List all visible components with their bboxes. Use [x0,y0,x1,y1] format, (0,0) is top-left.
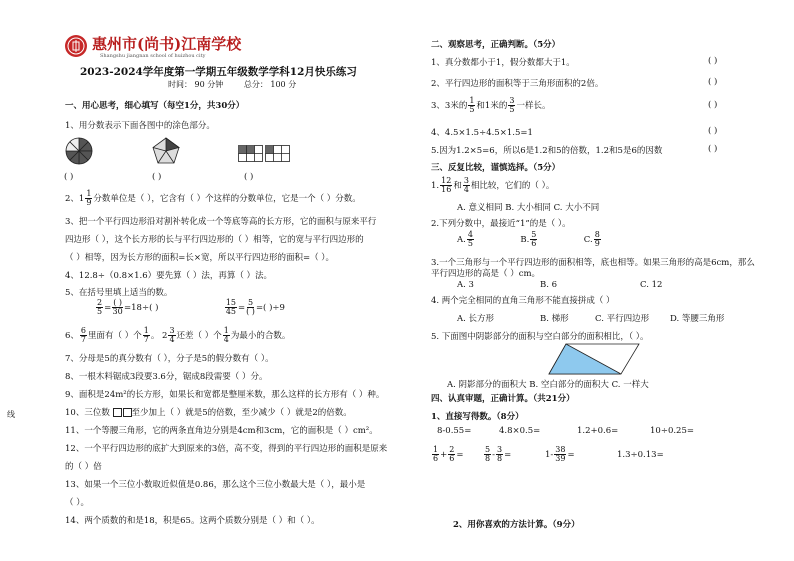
q5-frac-b-den: 30 [112,307,123,316]
q6-frac-2-num: 1 [143,326,149,335]
s4-r2-c4: 1.3÷0.13= [617,450,664,460]
q11-text: 11、一个等腰三角形，它的两条直角边分别是4cm和3cm，它的面积是（ ）cm²。 [65,426,378,436]
s4-sub-2: 2、用你喜欢的方法计算。（9分） [453,520,580,530]
s3-q2-b-den: 6 [531,239,537,248]
s3-q2-options [457,231,602,248]
q5-frac-a-num: 2 [97,298,103,307]
s2-q3-frac-2 [508,97,515,114]
q1-pentagon-figure [152,137,180,165]
s4-r1-c3: 1.2+0.6= [577,426,619,436]
q1-circle-sectors [66,138,92,164]
s3-q2-option-a[interactable] [457,230,475,248]
s3-q2-a-den: 5 [467,239,473,248]
q2-frac-num: 1 [86,189,92,198]
q6-prefix: 6、 [65,331,79,341]
s2-item-2: 2、平行四边形的面积等于三角形面积的2倍。 [431,79,604,89]
q1-blank-3[interactable]: ( ) [244,172,254,182]
s2-item-5: 5.因为1.2×5=6，所以6是1.2和5的倍数，1.2和5是6的因数 [431,146,663,156]
s4-r2-c2-frac-1 [484,446,491,463]
s4-r2-c3-frac [554,446,566,463]
s3-q2-opt-b-label: B. [520,235,530,245]
s3-q1-and: 和 [453,181,462,191]
q10-text [65,406,352,418]
s4-r2-c1-op: + [440,450,448,460]
s4-r2-c3-n: 38 [555,445,566,454]
q6-part-b: 里面有（ ）个 [88,331,142,341]
q6-frac-3 [168,327,175,344]
s4-r2-c1-frac-2 [448,446,455,463]
q2-fraction [85,190,92,207]
s4-r2-c3 [545,446,575,463]
q3-line-3: （ ）相等，因为长方形的面积=长×宽，所以平行四边形的面积=（ ）。 [65,253,335,263]
q3-line-2: 四边形（ ），这个长方形的长与平行四边形的（ ）相等，它的宽与平行四边形的 [65,235,364,245]
score-label: 总分： [243,80,268,89]
q5-frac-d-den: 45 [225,307,237,316]
s4-r2-c2-frac-2 [496,446,503,463]
s3-q1-frac-1 [440,177,452,194]
q6-frac-4-den: 4 [223,335,229,344]
s4-r2-c1 [431,446,463,463]
s3-q1-rest: 相比较，它们的（ ）。 [470,181,555,191]
q6-frac-1 [80,327,87,344]
section-2-title: 二、观察思考，正确判断。（5分） [431,40,561,50]
s4-r2-c2 [483,446,511,463]
s4-r1-c2: 4.8×0.5= [499,426,541,436]
q9-text: 9、面积是24m²的长方形，如果长和宽都是整厘米数，那么这样的长方形有（ ）种。 [65,390,385,400]
time-value: 90 分钟 [194,80,224,89]
section-1-title: 一、用心思考，细心填写（每空1分，共30分） [65,101,245,111]
s4-r2-c3-eq: = [567,450,575,460]
s3-q1-options[interactable]: A. 意义相同 B. 大小相同 C. 大小不同 [457,203,600,213]
s4-r2-c2-op: - [492,450,495,460]
s3-q4-option-d[interactable]: D. 等腰三角形 [670,314,725,324]
s2-blank-2[interactable]: ( ) [708,77,718,87]
q10-box-2[interactable] [123,408,132,417]
q5-expr-f: =( )÷9 [255,303,285,313]
s3-q4-text: 4. 两个完全相同的直角三角形不能直接拼成（ ） [431,296,615,306]
s2-blank-3[interactable]: ( ) [708,100,718,110]
q10-rest: 至少加上（ ）就是5的倍数，至少减少（ ）就是2的倍数。 [131,408,352,418]
s2-q3-frac-1-num: 1 [469,96,475,105]
q6-part-d: 还差（ ）个 [176,331,222,341]
q5-frac-b-num: ( ) [113,298,123,307]
s2-q3-mid: 和1米的 [476,101,508,111]
s4-r2-c2-n2: 3 [496,445,503,454]
q6-text [65,327,290,344]
s3-q3-line-2: 平行四边形的高是（ ）cm。 [431,269,541,279]
s3-q1-prefix: 1. [431,181,440,191]
q5-frac-a [96,299,103,316]
s3-q5-parallelogram-figure [548,343,640,375]
s3-q2-option-c[interactable] [583,230,602,248]
s2-q3-frac-2-den: 5 [509,105,515,114]
q6-frac-3-den: 4 [169,335,175,344]
s2-q3-frac-2-num: 3 [509,96,515,105]
s4-r2-c1-n2: 2 [449,445,455,454]
s3-q3-line-1: 3.一个三角形与一个平行四边形的面积相等，底也相等。如果三角形的高是6cm，那么 [431,258,755,268]
section-4-title: 四、认真审题，正确计算。（共21分） [431,394,575,404]
q5-text: 5、在括号里填上适当的数。 [65,288,173,298]
s3-q1-frac-2-num: 3 [463,176,469,185]
s3-q5-text: 5. 下面图中阴影部分的面积与空白部分的面积相比，（ ）。 [431,332,649,342]
q5-frac-d-num: 15 [225,298,237,307]
s3-q2-opt-b-frac [530,231,537,248]
q5-frac-e[interactable] [246,299,255,316]
q1-text: 1、用分数表示下面各图中的涂色部分。 [65,121,215,131]
s4-sub-1: 1、直接写得数。（8分） [431,412,524,422]
s2-blank-4[interactable]: ( ) [708,126,718,136]
s2-item-1: 1、真分数都小于1，假分数都大于1。 [431,58,575,68]
s2-blank-5[interactable]: ( ) [708,144,718,154]
s2-blank-1[interactable]: ( ) [708,56,718,66]
s3-q2-c-num: 8 [594,230,600,239]
q3-line-1: 3、把一个平行四边形沿对割补转化成一个等底等高的长方形，它的面积与原来平行 [65,217,377,227]
s2-q3-prefix: 3、3米的 [431,101,468,111]
q1-circle-figure [65,137,93,165]
s4-r2-c2-n1: 5 [485,445,491,454]
q4-text: 4、12.8÷（0.8×1.6）要先算（ ）法，再算（ ）法。 [65,271,273,281]
s3-q2-opt-a-label: A. [457,235,466,245]
s2-item-4: 4、4.5×1.5÷4.5×1.5=1 [431,128,533,138]
q6-frac-4-num: 1 [223,326,229,335]
q8-text: 8、一根木料锯成3段要3.6分，锯成8段需要（ ）分。 [65,372,268,382]
s3-q2-option-b[interactable] [520,230,538,248]
q5-frac-b[interactable] [112,299,123,316]
s3-q3-option-b[interactable]: B. 6 [540,280,558,290]
q10-prefix: 10、三位数 [65,408,110,418]
s3-q3-option-c[interactable]: C. 12 [640,280,663,290]
s4-r2-c2-d2: 8 [496,454,503,463]
s2-item-3 [431,97,550,114]
binding-margin-text: 线 [7,410,15,419]
s3-q2-c-den: 9 [594,239,600,248]
s4-r1-c1: 8-0.55= [437,426,472,436]
s4-r2-c3-whole: 1- [545,450,554,460]
s3-q2-opt-c-frac [594,231,601,248]
q6-frac-1-num: 6 [80,326,87,335]
q13-line-2: （ ）。 [65,498,89,508]
q10-box-1[interactable] [113,408,122,417]
q5-equations [95,299,285,316]
q2-prefix: 2、1 [65,194,85,204]
s2-q3-frac-1 [468,97,475,114]
s4-r2-c1-d2: 6 [449,454,455,463]
q2-rest: 分数单位是（ ），它含有（ ）个这样的分数单位，它是一个（ ）分数。 [93,194,361,204]
time-label: 时间： [168,80,192,89]
q2-frac-den: 9 [86,198,92,207]
s3-q1-frac-2-den: 4 [463,185,469,194]
school-logo [65,35,87,57]
q5-eq-1: = [104,303,112,313]
s3-q4-option-a[interactable]: A. 长方形 [457,314,495,324]
s3-q2-opt-a-frac [467,231,474,248]
s3-q1-frac-2 [463,177,470,194]
s3-q1-text [431,177,554,194]
q12-line-2: 的（ ）倍 [65,462,102,472]
s2-q3-end: 一样长。 [516,101,551,111]
s4-r2-c1-n1: 1 [433,445,439,454]
s2-q3-frac-1-den: 5 [469,105,475,114]
q6-frac-2 [143,327,150,344]
s3-q2-opt-c-label: C. [583,235,593,245]
q5-expr-c: =18÷( ) [124,303,159,313]
exam-meta [168,79,296,90]
q6-frac-2-den: 7 [143,335,149,344]
s4-r2-c3-d: 39 [555,454,566,463]
s4-r1-c4: 10÷0.25= [650,426,694,436]
s3-q4-option-c[interactable]: C. 平行四边形 [595,314,650,324]
q2-text [65,190,361,207]
q12-line-1: 12、一个平行四边形的底扩大到原来的3倍，高不变，得到的平行四边形的面积是原来 [65,444,388,454]
q1-blank-1[interactable]: ( ) [64,172,74,182]
school-name: 惠州市(尚书)江南学校 [92,35,242,53]
s3-q1-frac-1-num: 12 [441,176,452,185]
q5-frac-e-den: ( ) [246,307,255,316]
q14-text: 14、两个质数的和是18，积是65。这两个质数分别是（ ）和（ ）。 [65,516,320,526]
s4-r2-c2-eq: = [504,450,512,460]
score-value: 100 分 [270,80,297,89]
q5-frac-d [225,299,237,316]
school-name-en: Shangshu jiangnan school of huizhou city [100,53,206,59]
q5-eq-2: = [238,303,246,313]
s3-q1-frac-1-den: 16 [441,185,452,194]
s4-r2-c2-d1: 8 [485,454,491,463]
s3-q5-options[interactable]: A. 阴影部分的面积大 B. 空白部分的面积大 C. 一样大 [447,380,649,390]
section-3-title: 三、反复比较，谨慎选择。（5分） [431,163,561,173]
s3-q2-b-num: 5 [531,230,537,239]
s4-r2-c1-eq: = [456,450,464,460]
school-logo-emblem-icon [65,35,87,57]
s3-q4-option-b[interactable]: B. 梯形 [540,314,569,324]
s4-r2-c1-frac-1 [432,446,439,463]
s3-q2-a-num: 4 [467,230,473,239]
q6-frac-3-num: 3 [169,326,175,335]
q6-part-e: 为最小的合数。 [230,331,291,341]
q5-frac-a-den: 5 [97,307,103,316]
q1-rectangles-figure [238,145,290,163]
q6-part-c: 。 2 [150,331,168,341]
q13-line-1: 13、如果一个三位小数取近似值是0.86，那么这个三位小数最大是（ ），最小是 [65,480,366,490]
q6-frac-1-den: 7 [80,335,87,344]
q5-frac-e-num: 5 [247,298,254,307]
s4-r2-c1-d1: 6 [433,454,439,463]
q7-text: 7、分母是5的真分数有（ ），分子是5的假分数有（ ）。 [65,354,274,364]
q1-blank-2[interactable]: ( ) [152,172,162,182]
s3-q2-text: 2.下列分数中，最接近“1”的是（ ）。 [431,219,571,229]
exam-title: 2023-2024学年度第一学期五年级数学学科12月快乐练习 [80,66,357,78]
s3-q3-option-a[interactable]: A. 3 [457,280,474,290]
q6-frac-4 [223,327,230,344]
